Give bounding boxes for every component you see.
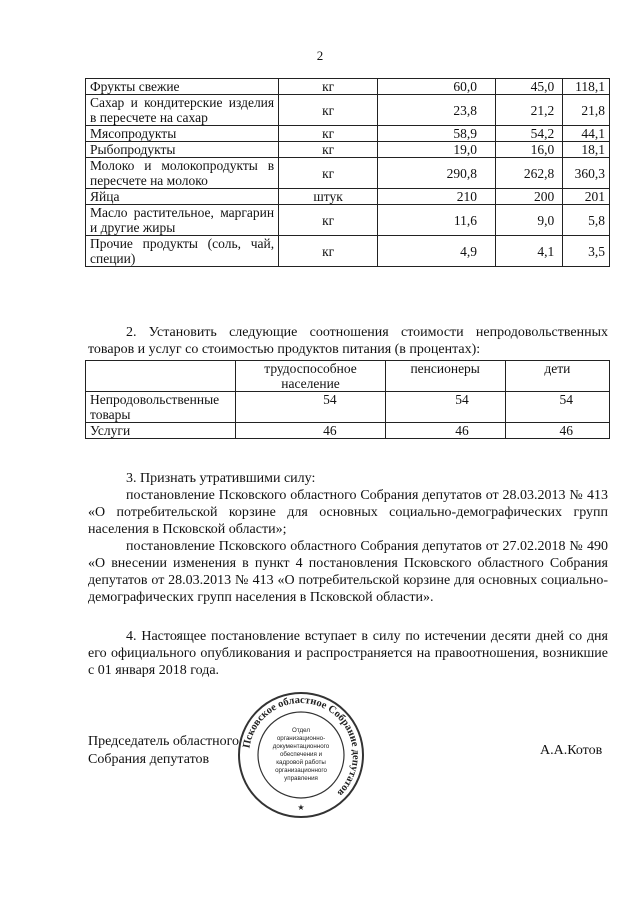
table-cell: 19,0 xyxy=(378,142,496,158)
table-cell: 4,9 xyxy=(378,236,496,267)
table-cell: 54 xyxy=(385,392,505,423)
seal-inner-line: управления xyxy=(284,775,318,782)
paragraph-2: 2. Установить следующие соотношения стоимости непродовольственных товаров и услуг со стоимостью продуктов питания (в процентах): xyxy=(88,325,608,357)
table-cell: 4,1 xyxy=(496,236,563,267)
table-cell: кг xyxy=(279,126,378,142)
table-row xyxy=(86,142,610,158)
table-cell: 262,8 xyxy=(496,158,563,189)
table-cell: кг xyxy=(279,95,378,126)
table-row xyxy=(86,205,610,236)
paragraph-4: 4. Настоящее постановление вступает в силу по истечении десяти дней со дня его официального опубликования и распространяется на правоотношения, возникшие с 01 января 2018 года. xyxy=(88,629,608,678)
table-cell: Непродовольственные товары xyxy=(86,392,236,423)
table-cell: 18,1 xyxy=(563,142,610,158)
table-cell: 21,8 xyxy=(563,95,610,126)
table-row xyxy=(86,79,610,95)
table-row xyxy=(86,95,610,126)
seal-outer-text: Псковское областное Собрание депутатов xyxy=(241,694,362,799)
table-cell: 360,3 xyxy=(563,158,610,189)
table-header-cell: пенсионеры xyxy=(385,361,505,392)
table-cell: 5,8 xyxy=(563,205,610,236)
paragraph-3-title: 3. Признать утратившими силу: xyxy=(126,471,316,486)
table-cell: 44,1 xyxy=(563,126,610,142)
table-cell: кг xyxy=(279,158,378,189)
table-header-cell xyxy=(86,361,236,392)
table-cell: Сахар и кондитерские изделия в пересчете на сахар xyxy=(86,95,279,126)
table-header-cell: дети xyxy=(505,361,609,392)
table-row xyxy=(86,392,610,423)
signature-position-line2: Собрания депутатов xyxy=(88,752,210,767)
seal-inner-line: Отдел xyxy=(292,727,310,734)
table-cell: 60,0 xyxy=(378,79,496,95)
table-cell: Услуги xyxy=(86,423,236,439)
signature-position xyxy=(88,733,239,769)
table-cell: 201 xyxy=(563,189,610,205)
table-cell: 45,0 xyxy=(496,79,563,95)
official-seal-stamp xyxy=(236,690,366,820)
table-row xyxy=(86,189,610,205)
cost-ratio-table xyxy=(85,360,610,439)
table-cell: 21,2 xyxy=(496,95,563,126)
table-cell: Масло растительное, маргарин и другие жиры xyxy=(86,205,279,236)
table-cell: кг xyxy=(279,205,378,236)
seal-inner-line: организационно- xyxy=(276,735,326,742)
table-cell: 46 xyxy=(505,423,609,439)
table-cell: 200 xyxy=(496,189,563,205)
table-cell: 210 xyxy=(378,189,496,205)
page-number: 2 xyxy=(316,48,324,63)
table-cell: 54,2 xyxy=(496,126,563,142)
table-cell: Яйца xyxy=(86,189,279,205)
table-cell: 9,0 xyxy=(496,205,563,236)
seal-inner-line: обеспечения и xyxy=(279,751,323,758)
table-cell: штук xyxy=(279,189,378,205)
seal-inner-line: документационного xyxy=(272,743,330,750)
table-cell: Прочие продукты (соль, чай, специи) xyxy=(86,236,279,267)
signature-position-line1: Председатель областного xyxy=(88,734,240,749)
table-header-row xyxy=(86,361,610,392)
table-cell: 46 xyxy=(385,423,505,439)
table-row xyxy=(86,126,610,142)
table-row xyxy=(86,423,610,439)
table-cell: 54 xyxy=(505,392,609,423)
table-cell: кг xyxy=(279,142,378,158)
table-cell: Мясопродукты xyxy=(86,126,279,142)
table-header-cell: трудоспособное население xyxy=(236,361,385,392)
table-cell: кг xyxy=(279,236,378,267)
table-cell: 23,8 xyxy=(378,95,496,126)
table-cell: Рыбопродукты xyxy=(86,142,279,158)
table-cell: 118,1 xyxy=(563,79,610,95)
table-row xyxy=(86,236,610,267)
paragraph-3b: постановление Псковского областного Собрания депутатов от 27.02.2018 № 490 «О внесении изменения в пункт 4 постановления Псковского областного Собрания депутатов от 28.03.2013 № 413 «О потребительской корзине для основных социально-демографических групп населения в Псковской области». xyxy=(88,539,608,605)
seal-inner-line: кадровой работы xyxy=(276,759,326,766)
table-row xyxy=(86,158,610,189)
table-cell: 11,6 xyxy=(378,205,496,236)
table-cell: 16,0 xyxy=(496,142,563,158)
seal-star-icon: ★ xyxy=(297,803,305,812)
table-cell: 290,8 xyxy=(378,158,496,189)
table-cell: 54 xyxy=(236,392,385,423)
table-cell: 58,9 xyxy=(378,126,496,142)
table-cell: 3,5 xyxy=(563,236,610,267)
table-cell: Молоко и молокопродукты в пересчете на молоко xyxy=(86,158,279,189)
table-cell: Фрукты свежие xyxy=(86,79,279,95)
food-consumption-table xyxy=(85,78,610,267)
table-cell: кг xyxy=(279,79,378,95)
paragraph-3a: постановление Псковского областного Собрания депутатов от 28.03.2013 № 413 «О потребительской корзине для основных социально-демографических групп населения в Псковской области»; xyxy=(88,488,608,537)
seal-inner-line: организационного xyxy=(275,767,327,774)
table-cell: 46 xyxy=(236,423,385,439)
signatory-name: А.А.Котов xyxy=(540,743,603,758)
